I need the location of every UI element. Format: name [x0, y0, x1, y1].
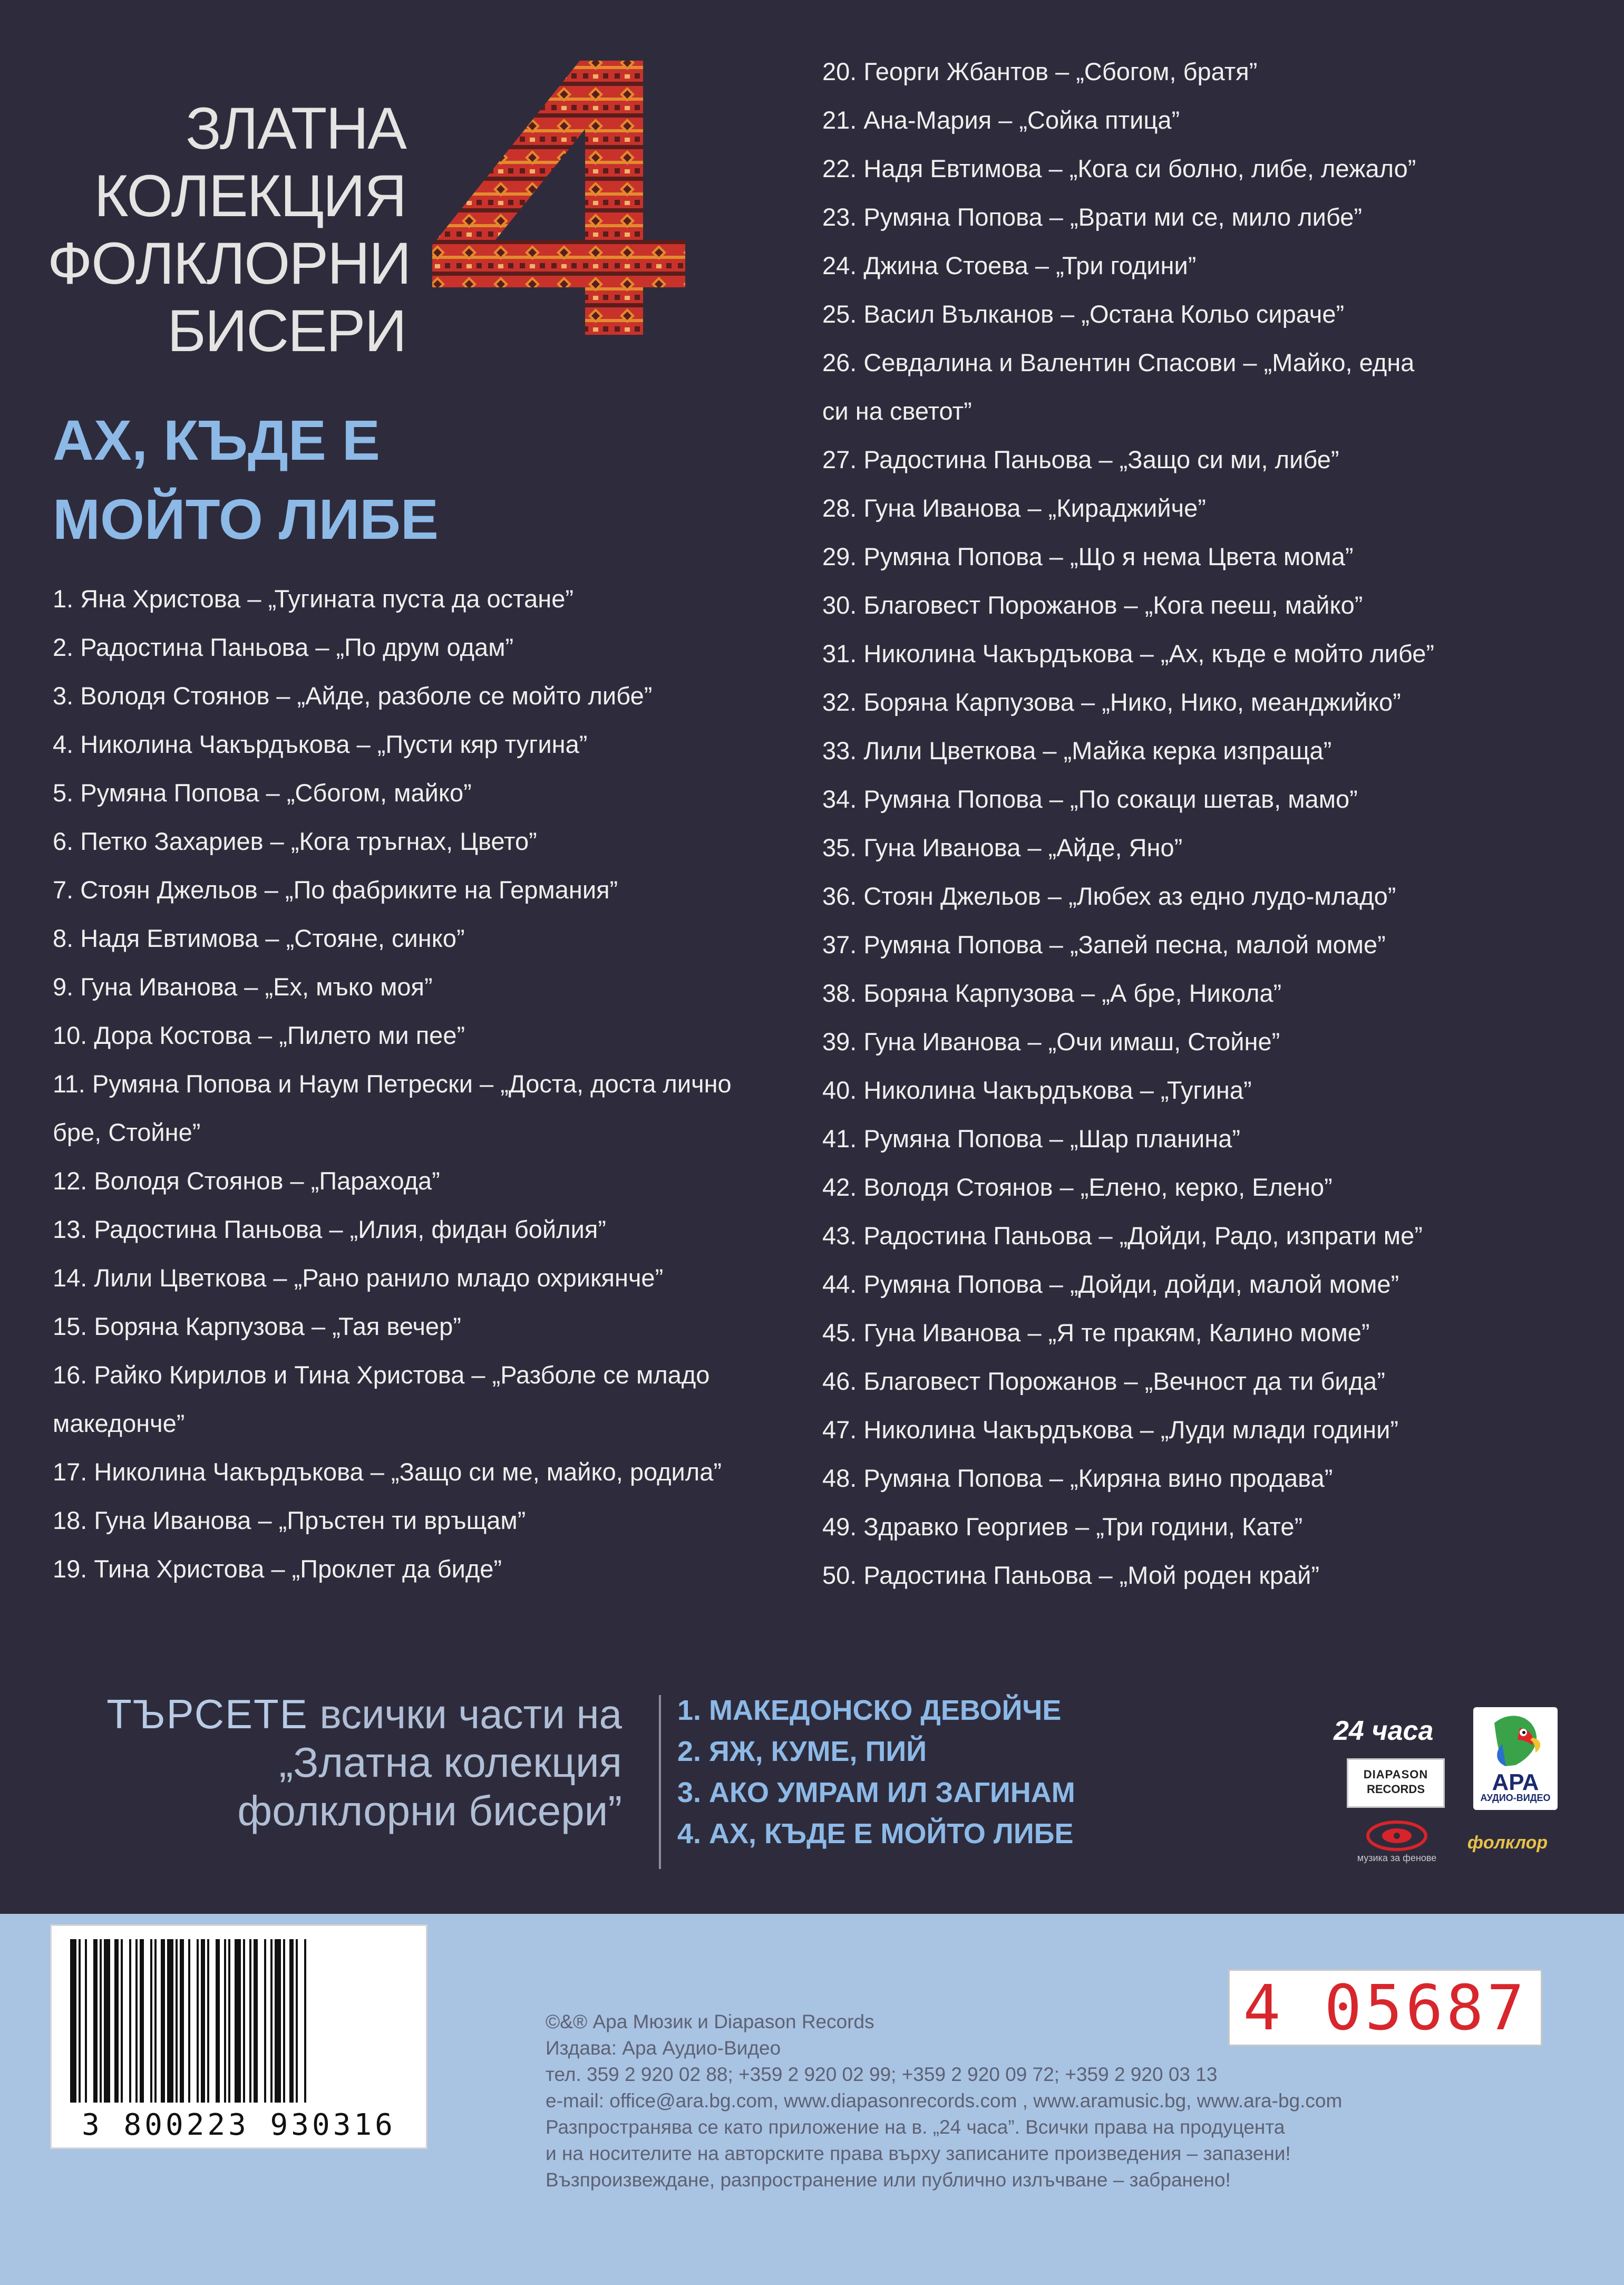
track-item: 2. Радостина Паньова – „По друм одам” [53, 633, 514, 661]
track-item: 25. Васил Вълканов – „Остана Кольо сираче” [822, 300, 1345, 328]
ara-audio-video-logo [1473, 1707, 1558, 1810]
collection-title-line: ФОЛКЛОРНИ [47, 230, 411, 296]
track-item: 24. Джина Стоева – „Три години” [822, 251, 1197, 279]
track-item: 19. Тина Христова – „Проклет да биде” [53, 1555, 502, 1583]
collection-title-line: БИСЕРИ [167, 298, 406, 364]
track-item: 37. Румяна Попова – „Запей песна, малой моме” [822, 931, 1386, 958]
track-item: 3. Володя Стоянов – „Айде, разболе се мойто либе” [53, 682, 653, 710]
track-item: 40. Николина Чакърдъкова – „Тугина” [822, 1076, 1252, 1104]
barcode-bar [93, 1939, 98, 2103]
barcode-bar [289, 1939, 294, 2103]
track-item: 8. Надя Евтимова – „Стояне, синко” [53, 924, 465, 952]
barcode-bar [249, 1939, 251, 2103]
barcode-bar [104, 1939, 110, 2103]
newspaper-24-chasa-logo: 24 часа [1334, 1716, 1434, 1746]
series-name [47, 1738, 622, 1835]
track-item: 21. Ана-Мария – „Сойка птица” [822, 106, 1180, 134]
barcode-bar [243, 1939, 245, 2103]
collection-title [47, 95, 411, 365]
track-item: 9. Гуна Иванова – „Ех, мъко моя” [53, 973, 433, 1001]
barcode-bar [224, 1939, 226, 2103]
album-title-line: МОЙТО ЛИБЕ [53, 487, 439, 551]
track-item: 35. Гуна Иванова – „Айде, Яно” [822, 834, 1183, 861]
barcode-bar [275, 1939, 281, 2103]
diapason-records-logo [1347, 1758, 1445, 1808]
collection-title-line: ЗЛАТНА [186, 95, 406, 161]
barcode-bar [283, 1939, 285, 2103]
folklor-logo: фолклор [1467, 1833, 1548, 1853]
track-item: 46. Благовест Порожанов – „Вечност да ти бида” [822, 1367, 1385, 1395]
track-item: 43. Радостина Паньова – „Дойди, Радо, изпрати ме” [822, 1222, 1423, 1250]
track-item: 50. Радостина Паньова – „Мой роден край” [822, 1561, 1320, 1589]
track-item: 18. Гуна Иванова – „Пръстен ти връщам” [53, 1506, 526, 1534]
barcode-bar [201, 1939, 205, 2103]
track-item: 26. Севдалина и Валентин Спасови – „Майко, една си на светот” [822, 348, 1415, 425]
series-parts-list [677, 1690, 1257, 1854]
track-item: 27. Радостина Паньова – „Защо си ми, либе” [822, 446, 1339, 473]
series-promo-lead-rest: всички части на [319, 1691, 622, 1737]
vertical-divider [659, 1695, 661, 1869]
barcode-bar [216, 1939, 220, 2103]
copyright-line: Разпространява се като приложение на в. „24 часа”. Всички права на продуцента [546, 2116, 1285, 2138]
track-item: 23. Румяна Попова – „Врати ми се, мило либе” [822, 203, 1363, 231]
track-item: 15. Боряна Карпузова – „Тая вечер” [53, 1312, 461, 1340]
barcode-bars [65, 1939, 413, 2103]
album-title [53, 401, 527, 559]
track-item: 11. Румяна Попова и Наум Петрески – „Доста, доста лично бре, Стойне” [53, 1070, 732, 1146]
copyright-line: ©&® Ара Мюзик и Diapason Records [546, 2011, 874, 2032]
series-part-item: 2. ЯЖ, КУМЕ, ПИЙ [677, 1736, 927, 1767]
copyright-line: и на носителите на авторските права върху записаните произведения – запазени! [546, 2143, 1291, 2164]
barcode-bar [79, 1939, 81, 2103]
barcode-bar [254, 1939, 258, 2103]
barcode-bar [235, 1939, 241, 2103]
track-item: 45. Гуна Иванова – „Я те пракям, Калино моме” [822, 1319, 1370, 1347]
track-item: 20. Георги Жбантов – „Сбогом, братя” [822, 57, 1258, 85]
track-item: 48. Румяна Попова – „Киряна вино продава” [822, 1464, 1333, 1492]
track-item: 17. Николина Чакърдъкова – „Защо си ме, майко, родила” [53, 1458, 722, 1486]
track-item: 47. Николина Чакърдъкова – „Луди млади години” [822, 1416, 1398, 1444]
series-part-item: 4. АХ, КЪДЕ Е МОЙТО ЛИБЕ [677, 1818, 1074, 1850]
track-item: 7. Стоян Джельов – „По фабриките на Германия” [53, 876, 618, 904]
track-item: 4. Николина Чакърдъкова – „Пусти кяр тугина” [53, 730, 588, 758]
track-item: 6. Петко Захариев – „Кога тръгнах, Цвето” [53, 827, 537, 855]
track-item: 42. Володя Стоянов – „Елено, керко, Елено” [822, 1173, 1333, 1201]
track-item: 44. Румяна Попова – „Дойди, дойди, малой моме” [822, 1270, 1399, 1298]
barcode-bar [85, 1939, 87, 2103]
track-item: 10. Дора Костова – „Пилето ми пее” [53, 1021, 465, 1049]
track-item: 22. Надя Евтимова – „Кога си болно, либе, лежало” [822, 154, 1416, 182]
barcode-bar [150, 1939, 152, 2103]
barcode-bar [135, 1939, 138, 2103]
album-title-line: АХ, КЪДЕ Е [53, 408, 380, 472]
track-item: 16. Райко Кирилов и Тина Христова – „Разболе се младо македонче” [53, 1361, 710, 1437]
copyright-info [546, 2009, 1594, 2193]
barcode-bar [161, 1939, 165, 2103]
copyright-line: e-mail: office@ara.bg.com, www.diapasonrecords.com , www.aramusic.bg, www.ara-bg.com [546, 2090, 1343, 2112]
series-promo-lead-big: ТЪРСЕТЕ [106, 1691, 308, 1737]
series-part-item: 3. АКО УМРАМ ИЛ ЗАГИНАМ [677, 1777, 1075, 1808]
barcode-bar [296, 1939, 298, 2103]
track-item: 1. Яна Христова – „Тугината пуста да остане” [53, 585, 574, 613]
barcode-bar [70, 1939, 76, 2103]
barcode-bar [176, 1939, 178, 2103]
track-item: 33. Лили Цветкова – „Майка керка изпраща” [822, 737, 1332, 764]
track-item: 28. Гуна Иванова – „Кираджийче” [822, 494, 1206, 522]
serial-number: 4 05687 [1243, 1971, 1528, 2044]
series-part-item: 1. МАКЕДОНСКО ДЕВОЙЧЕ [677, 1695, 1062, 1726]
barcode-number: 3 800223 930316 [82, 2108, 396, 2142]
track-item: 39. Гуна Иванова – „Очи имаш, Стойне” [822, 1028, 1280, 1056]
music-logo-icon [1331, 1819, 1463, 1853]
track-item: 36. Стоян Джельов – „Любех аз едно лудо-младо” [822, 882, 1396, 910]
copyright-line: тел. 359 2 920 02 88; +359 2 920 02 99; +359 2 920 09 72; +359 2 920 03 13 [546, 2064, 1218, 2085]
barcode-bar [180, 1939, 184, 2103]
barcode-bar [188, 1939, 190, 2103]
diapason-logo-line: RECORDS [1366, 1783, 1425, 1796]
series-promo-lead [47, 1690, 622, 1738]
collection-title-line: КОЛЕКЦИЯ [94, 163, 406, 229]
barcode-bar [270, 1939, 273, 2103]
track-item: 13. Радостина Паньова – „Илия, фидан бойлия” [53, 1215, 606, 1243]
track-item: 12. Володя Стоянов – „Парахода” [53, 1167, 440, 1195]
barcode-bar [167, 1939, 173, 2103]
series-name-line: „Златна колекция [279, 1739, 622, 1786]
barcode-bar [207, 1939, 209, 2103]
barcode-bar [228, 1939, 230, 2103]
copyright-line: Издава: Ара Аудио-Видео [546, 2037, 781, 2059]
series-promo [47, 1690, 627, 1869]
track-item: 30. Благовест Порожанов – „Кога пееш, майко” [822, 591, 1363, 619]
diapason-logo-line: DIAPASON [1363, 1768, 1428, 1781]
volume-number-emblem [422, 50, 696, 345]
barcode-bar [129, 1939, 131, 2103]
barcode-bar [114, 1939, 119, 2103]
copyright-line: Възпроизвеждане, разпространение или публично излъчване – забранено! [546, 2169, 1231, 2191]
track-list-left [53, 575, 785, 1593]
digit-four [432, 61, 685, 335]
barcode-bar [264, 1939, 266, 2103]
track-item: 32. Боряна Карпузова – „Нико, Нико, меанджийко” [822, 688, 1401, 716]
track-item: 29. Румяна Попова – „Що я нема Цвета мома” [822, 543, 1354, 570]
ara-logo-subtext: АУДИО-ВИДЕО [1480, 1793, 1551, 1803]
barcode [50, 1924, 427, 2149]
track-item: 49. Здравко Георгиев – „Три години, Кате” [822, 1513, 1303, 1541]
track-list-right [822, 47, 1602, 1600]
series-name-line: фолклорни бисери” [237, 1787, 622, 1834]
barcode-bar [197, 1939, 199, 2103]
music-for-fans-logo [1331, 1819, 1463, 1866]
music-logo-caption: музика за фенове [1357, 1853, 1437, 1863]
barcode-bar [154, 1939, 157, 2103]
track-item: 34. Румяна Попова – „По сокаци шетав, мамо” [822, 785, 1358, 813]
ara-logo-text: АРА [1492, 1769, 1539, 1795]
track-item: 14. Лили Цветкова – „Рано ранило младо охрикянче” [53, 1264, 664, 1292]
barcode-bar [121, 1939, 123, 2103]
track-item: 5. Румяна Попова – „Сбогом, майко” [53, 779, 472, 807]
track-item: 31. Николина Чакърдъкова – „Ах, къде е мойто либе” [822, 640, 1435, 667]
barcode-bar [140, 1939, 144, 2103]
track-item: 38. Боряна Карпузова – „А бре, Никола” [822, 979, 1282, 1007]
barcode-bar [100, 1939, 102, 2103]
track-item: 41. Румяна Попова – „Шар планина” [822, 1125, 1241, 1153]
barcode-bar [304, 1939, 306, 2103]
